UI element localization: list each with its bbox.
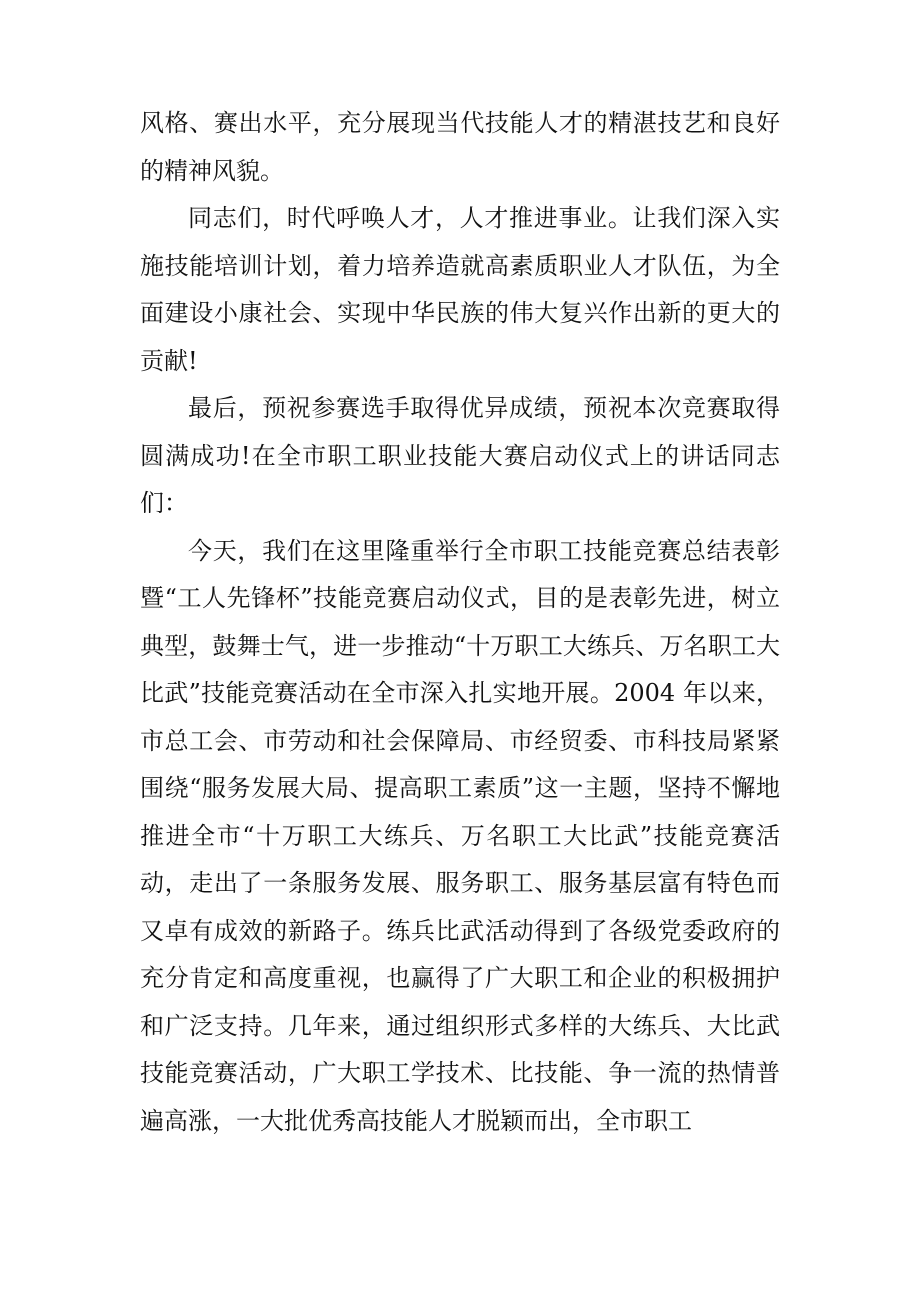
document-body (140, 100, 780, 1145)
paragraph-speech-opening: 今天，我们在这里隆重举行全市职工技能竞赛总结表彰暨“工人先锋杯”技能竞赛启动仪式，目的是表彰先进，树立典型，鼓舞士气，进一步推动“十万职工大练兵、万名职工大比武”技能竞赛活动在全市深入扎实地开展。2004 年以来，市总工会、市劳动和社会保障局、市经贸委、市科技局紧紧围绕“服务发展大局、提高职工素质”这一主题，坚持不懈地推进全市“十万职工大练兵、万名职工大比武”技能竞赛活动，走出了一条服务发展、服务职工、服务基层富有特色而又卓有成效的新路子。练兵比武活动得到了各级党委政府的充分肯定和高度重视，也赢得了广大职工和企业的积极拥护和广泛支持。几年来，通过组织形式多样的大练兵、大比武技能竞赛活动，广大职工学技术、比技能、争一流的热情普遍高涨，一大批优秀高技能人才脱颖而出，全市职工 (140, 536, 780, 1135)
paragraph-call-to-action: 同志们，时代呼唤人才，人才推进事业。让我们深入实施技能培训计划，着力培养造就高素质职业人才队伍，为全面建设小康社会、实现中华民族的伟大复兴作出新的更大的贡献! (140, 204, 780, 375)
paragraph-continued: 风格、赛出水平，充分展现当代技能人才的精湛技艺和良好的精神风貌。 (140, 109, 780, 185)
paragraph-closing-wishes: 最后，预祝参赛选手取得优异成绩，预祝本次竞赛取得圆满成功!在全市职工职业技能大赛启动仪式上的讲话同志们： (140, 394, 780, 517)
